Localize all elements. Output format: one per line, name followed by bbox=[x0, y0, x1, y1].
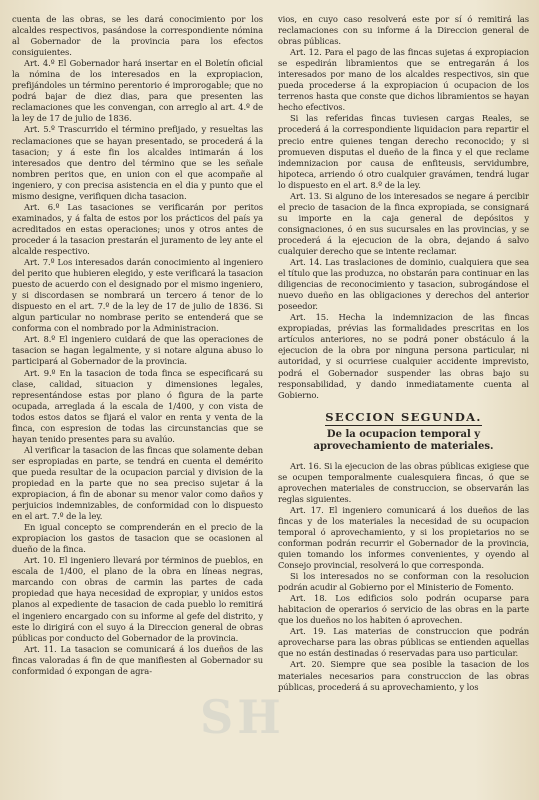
paragraph: Art. 9.º En la tasacion de toda finca se especificará su clase, calidad, situacion y dimensiones legales, representándose estas por plano ó figura de la parte ocupada, arreglada á la escala de 1/400, y con vista de todos estos datos se fijará el valor en renta y venta de la finca, con espresion de todas las circunstancias que se hayan tenido presentes para su avalúo. bbox=[12, 367, 263, 444]
paragraph: Art. 5.º Trascurrido el término prefijado, y resueltas las reclamaciones que se hayan presentado, se procederá á la tasacion; y á este fin los alcaldes intimarán á los interesados que dentro del término que se les señale nombren peritos que, en union con el que acompañe al ingeniero, y con precisa asistencia en el dia y punto que el mismo designe, verifiquen dicha tasacion. bbox=[12, 124, 263, 201]
paragraph: Art. 10. El ingeniero llevará por términos de pueblos, en escala de 1/400, el plano de la obra en líneas negras, marcando con obras de carmin las partes de cada propiedad que haya necesidad de expropiar, y unidos estos planos al expediente de tasacion de cada pueblo lo remitirá el ingeniero encargado con su informe al gefe del distrito, y este lo dirigirá con el suyo á la Direccion general de obras públicas por conducto del Gobernador de la provincia. bbox=[12, 555, 263, 643]
paragraph: Art. 13. Si alguno de los interesados se negare á percibir el precio de tasacion de la finca expropiada, se consignará su importe en la caja general de depósitos y consignaciones, ó en sus sucursales en las provincias, y se procederá á la ejecucion de la obra, dejando á salvo cualquier derecho que se intente reclamar. bbox=[278, 190, 529, 256]
right-column-articles-16-20 bbox=[278, 461, 529, 693]
paragraph: Al verificar la tasacion de las fincas que solamente deban ser espropiadas en parte, se tendrá en cuenta el demérito que pueda resultar de la ocupacion parcial y division de la propiedad en la parte que no sea preciso sujetar á la expropiacion, á fin de abonar su menor valor como daños y perjuicios indemnizables, de conformidad con lo dispuesto en el art. 7.º de la ley. bbox=[12, 444, 263, 522]
paragraph: Si las referidas fincas tuviesen cargas Reales, se procederá á la correspondiente liquidacion para repartir el precio entre quienes tengan derecho reconocido; y si promueven disputas el dueño de la finca y el que reclame indemnizacion por causa de enfiteusis, servidumbre, hipoteca, arriendo ó otro cualquier gravámen, tendrá lugar lo dispuesto en el art. 8.º de la ley. bbox=[278, 113, 529, 190]
right-column bbox=[278, 14, 529, 800]
paragraph: Art. 15. Hecha la indemnizacion de las fincas expropiadas, prévias las formalidades prescritas en los artículos anteriores, no se podrá poner obstáculo á la ejecucion de la obra por ninguna persona particular, ni autoridad, y si ocurriese cualquier accidente imprevisto, podrá el Gobernador suspender las obras bajo su responsabilidad, y dando inmediatamente cuenta al Gobierno. bbox=[278, 312, 529, 400]
library-watermark: SH bbox=[200, 690, 285, 744]
section-heading bbox=[278, 410, 529, 424]
right-column-articles-12-15 bbox=[278, 14, 529, 401]
paragraph: Art. 8.º El ingeniero cuidará de que las operaciones de tasacion se hagan legalmente, y si notare alguna abuso lo participará al Gobernador de la provincia. bbox=[12, 334, 263, 367]
paragraph: Art. 16. Si la ejecucion de las obras públicas exigiese que se ocupen temporalmente cualesquiera fincas, ó que se aprovechen materiales de construccion, se observarán las reglas siguientes. bbox=[278, 460, 529, 504]
paragraph: En igual concepto se comprenderán en el precio de la expropiacion los gastos de tasacion que se ocasionen al dueño de la finca. bbox=[12, 522, 263, 555]
section-heading-text: SECCION SEGUNDA. bbox=[325, 409, 482, 424]
paragraph: Si los interesados no se conforman con la resolucion podrán acudir al Gobierno por el Ministerio de Fomento. bbox=[278, 571, 529, 593]
paragraph: Art. 19. Las materias de construccion que podrán aprovecharse para las obras públicas se entienden aquellas que no están destinadas ó reservadas para uso particular. bbox=[278, 626, 529, 659]
two-column-body bbox=[12, 14, 530, 800]
paragraph: vios, en cuyo caso resolverá este por sí ó remitirá las reclamaciones con su informe á la Direccion general de obras públicas. bbox=[278, 14, 529, 47]
left-column bbox=[12, 14, 263, 800]
section-subtitle: De la ocupacion temporal y aprovechamiento de materiales. bbox=[313, 428, 494, 452]
paragraph: Art. 11. La tasacion se comunicará á los dueños de las fincas valoradas á fin de que manifiesten al Gobernador su conformidad ó expongan de agra- bbox=[12, 643, 263, 676]
paragraph: cuenta de las obras, se les dará conocimiento por los alcaldes respectivos, pasándose la correspondiente nómina al Gobernador de la provincia para los efectos consiguientes. bbox=[12, 14, 263, 58]
paragraph: Art. 18. Los edificios solo podrán ocuparse para habitacion de operarios ó servicio de las obras en la parte que los dueños no los habiten ó aprovechen. bbox=[278, 593, 529, 626]
paragraph: Art. 14. Las traslaciones de dominio, cualquiera que sea el título que las produzca, no obstarán para continuar en las diligencias de reconocimiento y tasacion, subrogándose el nuevo dueño en las obligaciones y derechos del anterior poseedor. bbox=[278, 257, 529, 312]
paragraph: Art. 6.º Las tasaciones se verificarán por peritos examinados, y á falta de estos por los prácticos del país ya acreditados en estas operaciones; unos y otros antes de proceder á la tasacion prestarán el juramento de ley ante el alcalde respectivo. bbox=[12, 201, 263, 256]
paragraph: Art. 20. Siempre que sea posible la tasacion de los materiales necesarios para construccion de las obras públicas, procederá á su aprovechamiento, y los bbox=[278, 659, 529, 692]
paragraph: Art. 7.º Los interesados darán conocimiento al ingeniero del perito que hubieren elegido, y este verificará la tasacion puesto de acuerdo con el designado por el mismo ingeniero, y si discordasen se nombrará un tercero á tenor de lo dispuesto en el art. 7.º de la ley de 17 de julio de 1836. Si algun particular no nombrase perito se entenderá que se conforma con el nombrado por la Administracion. bbox=[12, 257, 263, 334]
paragraph: Art. 4.º El Gobernador hará insertar en el Boletín oficial la nómina de los interesados en la expropiacion, prefijándoles un término perentorio é improrogable; que no podrá bajar de diez dias, para que presenten las reclamaciones que les convengan, con arreglo al art. 4.º de la ley de 17 de julio de 1836. bbox=[12, 58, 263, 124]
paragraph: Art. 17. El ingeniero comunicará á los dueños de las fincas y de los materiales la necesidad de su ocupacion temporal ó aprovechamiento, y si los propietarios no se conforman podrán recurrir el Gobernador de la provincia, quien tomando los informes convenientes, y oyendo al Consejo provincial, resolverá lo que corresponda. bbox=[278, 504, 529, 571]
paragraph: Art. 12. Para el pago de las fincas sujetas á expropiacion se espedirán libramientos que se entregarán á los interesados por mano de los alcaldes respectivos, sin que pueda procederse á la expropiacion ú ocupacion de los terrenos hasta que conste que dichos libramientos se hayan hecho efectivos. bbox=[278, 47, 529, 113]
